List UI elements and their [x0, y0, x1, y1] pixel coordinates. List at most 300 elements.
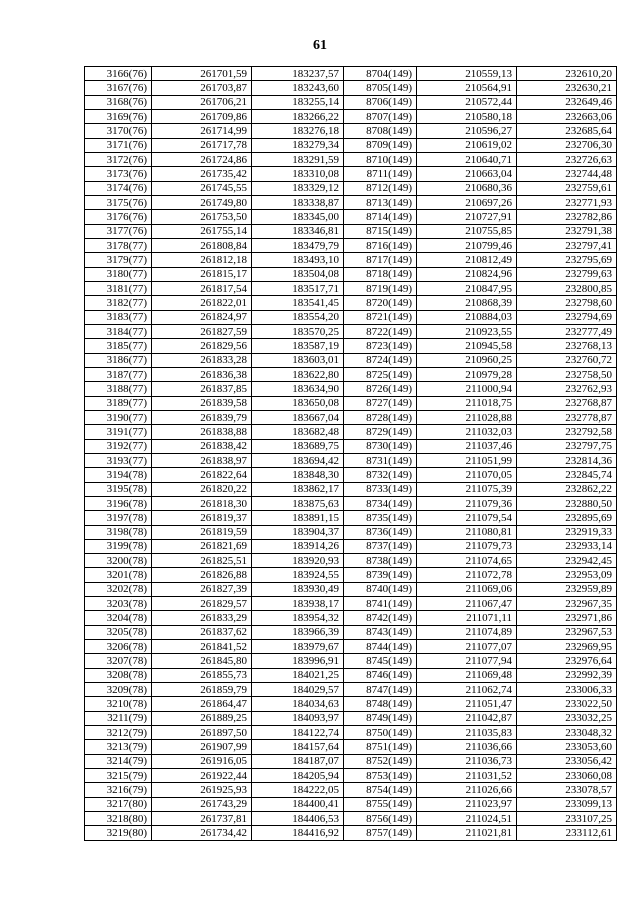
table-cell: 232782,86	[517, 210, 617, 224]
page-number: 61	[313, 38, 327, 53]
table-row	[85, 296, 617, 310]
table-cell: 8729(149)	[344, 425, 417, 439]
table-cell: 211079,36	[417, 496, 517, 510]
table-cell: 232777,49	[517, 324, 617, 338]
table-cell: 261907,99	[152, 740, 252, 754]
table-row	[85, 453, 617, 467]
table-cell: 232933,14	[517, 539, 617, 553]
table-row	[85, 138, 617, 152]
table-cell: 232798,60	[517, 296, 617, 310]
table-cell: 261824,97	[152, 310, 252, 324]
table-cell: 232791,38	[517, 224, 617, 238]
table-cell: 233099,13	[517, 797, 617, 811]
table-row	[85, 124, 617, 138]
table-cell: 8712(149)	[344, 181, 417, 195]
table-cell: 183938,17	[252, 597, 344, 611]
table-cell: 184029,57	[252, 683, 344, 697]
table-cell: 261755,14	[152, 224, 252, 238]
table-cell: 232862,22	[517, 482, 617, 496]
table-row	[85, 324, 617, 338]
table-cell: 8736(149)	[344, 525, 417, 539]
table-cell: 261864,47	[152, 697, 252, 711]
table-cell: 8726(149)	[344, 382, 417, 396]
table-cell: 8740(149)	[344, 582, 417, 596]
table-cell: 211069,06	[417, 582, 517, 596]
table-cell: 3176(76)	[85, 210, 152, 224]
table-cell: 261714,99	[152, 124, 252, 138]
table-row	[85, 582, 617, 596]
table-cell: 211036,66	[417, 740, 517, 754]
table-cell: 3175(76)	[85, 195, 152, 209]
table-cell: 8715(149)	[344, 224, 417, 238]
table-cell: 232630,21	[517, 81, 617, 95]
table-cell: 8743(149)	[344, 625, 417, 639]
table-cell: 183634,90	[252, 382, 344, 396]
table-row	[85, 310, 617, 324]
table-cell: 8747(149)	[344, 683, 417, 697]
table-cell: 232778,87	[517, 410, 617, 424]
table-cell: 3217(80)	[85, 797, 152, 811]
table-cell: 233107,25	[517, 812, 617, 826]
table-cell: 184034,63	[252, 697, 344, 711]
table-cell: 261841,52	[152, 640, 252, 654]
table-cell: 3215(79)	[85, 769, 152, 783]
table-cell: 210923,55	[417, 324, 517, 338]
table-cell: 3216(79)	[85, 783, 152, 797]
table-row	[85, 81, 617, 95]
table-row	[85, 109, 617, 123]
table-cell: 184205,94	[252, 769, 344, 783]
table-cell: 8742(149)	[344, 611, 417, 625]
table-cell: 232797,75	[517, 439, 617, 453]
table-cell: 261833,29	[152, 611, 252, 625]
table-cell: 3168(76)	[85, 95, 152, 109]
table-cell: 211067,47	[417, 597, 517, 611]
table-row	[85, 539, 617, 553]
table-row	[85, 726, 617, 740]
table-cell: 8731(149)	[344, 453, 417, 467]
table-cell: 232649,46	[517, 95, 617, 109]
table-cell: 232814,36	[517, 453, 617, 467]
table-cell: 232760,72	[517, 353, 617, 367]
table-cell: 232685,64	[517, 124, 617, 138]
table-cell: 3181(77)	[85, 281, 152, 295]
table-cell: 261818,30	[152, 496, 252, 510]
table-cell: 261808,84	[152, 238, 252, 252]
table-cell: 8733(149)	[344, 482, 417, 496]
table-cell: 261703,87	[152, 81, 252, 95]
table-row	[85, 482, 617, 496]
coordinates-table-body	[85, 67, 617, 841]
table-cell: 233078,57	[517, 783, 617, 797]
table-cell: 233048,32	[517, 726, 617, 740]
table-cell: 233056,42	[517, 754, 617, 768]
table-cell: 211075,39	[417, 482, 517, 496]
table-cell: 261829,57	[152, 597, 252, 611]
table-cell: 261753,50	[152, 210, 252, 224]
table-row	[85, 95, 617, 109]
table-cell: 210559,13	[417, 67, 517, 81]
table-cell: 232942,45	[517, 554, 617, 568]
table-cell: 232726,63	[517, 152, 617, 166]
table-cell: 232880,50	[517, 496, 617, 510]
table-cell: 3200(78)	[85, 554, 152, 568]
table-cell: 210960,25	[417, 353, 517, 367]
table-cell: 3173(76)	[85, 167, 152, 181]
table-cell: 183587,19	[252, 339, 344, 353]
table-cell: 3190(77)	[85, 410, 152, 424]
table-row	[85, 826, 617, 840]
table-row	[85, 152, 617, 166]
table-cell: 184093,97	[252, 711, 344, 725]
table-cell: 183954,32	[252, 611, 344, 625]
table-cell: 211028,88	[417, 410, 517, 424]
table-cell: 261826,88	[152, 568, 252, 582]
table-cell: 210884,03	[417, 310, 517, 324]
table-cell: 3166(76)	[85, 67, 152, 81]
table-row	[85, 683, 617, 697]
table-cell: 211072,78	[417, 568, 517, 582]
table-row	[85, 525, 617, 539]
table-cell: 211074,89	[417, 625, 517, 639]
table-cell: 8725(149)	[344, 367, 417, 381]
table-cell: 211079,54	[417, 511, 517, 525]
table-cell: 8723(149)	[344, 339, 417, 353]
table-cell: 232762,93	[517, 382, 617, 396]
table-cell: 3211(79)	[85, 711, 152, 725]
table-cell: 211026,66	[417, 783, 517, 797]
table-row	[85, 425, 617, 439]
table-cell: 8713(149)	[344, 195, 417, 209]
table-cell: 3184(77)	[85, 324, 152, 338]
table-cell: 211018,75	[417, 396, 517, 410]
table-cell: 8705(149)	[344, 81, 417, 95]
table-cell: 3209(78)	[85, 683, 152, 697]
table-cell: 210596,27	[417, 124, 517, 138]
table-row	[85, 783, 617, 797]
table-cell: 3185(77)	[85, 339, 152, 353]
table-cell: 211051,99	[417, 453, 517, 467]
table-row	[85, 468, 617, 482]
table-cell: 261845,80	[152, 654, 252, 668]
table-row	[85, 640, 617, 654]
table-cell: 232959,89	[517, 582, 617, 596]
coordinates-table	[84, 66, 617, 841]
table-cell: 8734(149)	[344, 496, 417, 510]
table-cell: 3191(77)	[85, 425, 152, 439]
table-cell: 183920,93	[252, 554, 344, 568]
table-cell: 210640,71	[417, 152, 517, 166]
table-cell: 183517,71	[252, 281, 344, 295]
table-cell: 3194(78)	[85, 468, 152, 482]
table-cell: 3189(77)	[85, 396, 152, 410]
table-cell: 261925,93	[152, 783, 252, 797]
table-cell: 183310,08	[252, 167, 344, 181]
table-row	[85, 812, 617, 826]
table-cell: 183914,26	[252, 539, 344, 553]
table-cell: 211031,52	[417, 769, 517, 783]
table-cell: 210979,28	[417, 367, 517, 381]
table-cell: 8708(149)	[344, 124, 417, 138]
table-cell: 211077,07	[417, 640, 517, 654]
table-cell: 232794,69	[517, 310, 617, 324]
table-cell: 183479,79	[252, 238, 344, 252]
table-cell: 232758,50	[517, 367, 617, 381]
table-row	[85, 769, 617, 783]
table-cell: 261820,22	[152, 482, 252, 496]
table-cell: 211036,73	[417, 754, 517, 768]
table-cell: 261743,29	[152, 797, 252, 811]
table-cell: 183862,17	[252, 482, 344, 496]
table-cell: 184406,53	[252, 812, 344, 826]
table-cell: 183329,12	[252, 181, 344, 195]
table-cell: 210868,39	[417, 296, 517, 310]
table-cell: 210799,46	[417, 238, 517, 252]
table-cell: 3202(78)	[85, 582, 152, 596]
table-row	[85, 253, 617, 267]
table-cell: 183276,18	[252, 124, 344, 138]
table-cell: 183346,81	[252, 224, 344, 238]
table-cell: 210727,91	[417, 210, 517, 224]
table-cell: 8735(149)	[344, 511, 417, 525]
table-cell: 261821,69	[152, 539, 252, 553]
table-cell: 233006,33	[517, 683, 617, 697]
table-row	[85, 396, 617, 410]
table-cell: 211051,47	[417, 697, 517, 711]
table-cell: 3204(78)	[85, 611, 152, 625]
table-row	[85, 754, 617, 768]
table-row	[85, 439, 617, 453]
table-cell: 261827,59	[152, 324, 252, 338]
table-cell: 232800,85	[517, 281, 617, 295]
table-cell: 8741(149)	[344, 597, 417, 611]
table-cell: 8744(149)	[344, 640, 417, 654]
table-cell: 210680,36	[417, 181, 517, 195]
table-cell: 8755(149)	[344, 797, 417, 811]
table-cell: 183504,08	[252, 267, 344, 281]
table-cell: 261833,28	[152, 353, 252, 367]
table-cell: 210847,95	[417, 281, 517, 295]
table-cell: 3193(77)	[85, 453, 152, 467]
table-cell: 3186(77)	[85, 353, 152, 367]
table-cell: 8753(149)	[344, 769, 417, 783]
table-cell: 261819,37	[152, 511, 252, 525]
table-cell: 8749(149)	[344, 711, 417, 725]
table-cell: 261819,59	[152, 525, 252, 539]
table-cell: 261889,25	[152, 711, 252, 725]
table-cell: 3207(78)	[85, 654, 152, 668]
table-cell: 261897,50	[152, 726, 252, 740]
table-cell: 261709,86	[152, 109, 252, 123]
table-cell: 232792,58	[517, 425, 617, 439]
table-cell: 3210(78)	[85, 697, 152, 711]
table-cell: 8728(149)	[344, 410, 417, 424]
table-cell: 232759,61	[517, 181, 617, 195]
table-cell: 261817,54	[152, 281, 252, 295]
table-cell: 261837,62	[152, 625, 252, 639]
table-cell: 184416,92	[252, 826, 344, 840]
table-row	[85, 797, 617, 811]
table-cell: 3180(77)	[85, 267, 152, 281]
table-cell: 261839,79	[152, 410, 252, 424]
table-cell: 211079,73	[417, 539, 517, 553]
table-cell: 8750(149)	[344, 726, 417, 740]
table-cell: 8720(149)	[344, 296, 417, 310]
table-cell: 261838,97	[152, 453, 252, 467]
table-cell: 261859,79	[152, 683, 252, 697]
table-cell: 261827,39	[152, 582, 252, 596]
table-cell: 211032,03	[417, 425, 517, 439]
table-cell: 3169(76)	[85, 109, 152, 123]
table-cell: 183650,08	[252, 396, 344, 410]
table-cell: 183345,00	[252, 210, 344, 224]
table-cell: 3199(78)	[85, 539, 152, 553]
table-cell: 183541,45	[252, 296, 344, 310]
table-cell: 261745,55	[152, 181, 252, 195]
table-cell: 211023,97	[417, 797, 517, 811]
table-cell: 183667,04	[252, 410, 344, 424]
table-cell: 183291,59	[252, 152, 344, 166]
table-row	[85, 210, 617, 224]
table-cell: 233053,60	[517, 740, 617, 754]
table-cell: 3196(78)	[85, 496, 152, 510]
table-row	[85, 224, 617, 238]
table-cell: 261812,18	[152, 253, 252, 267]
table-cell: 232706,30	[517, 138, 617, 152]
table-cell: 8710(149)	[344, 152, 417, 166]
table-cell: 232797,41	[517, 238, 617, 252]
table-cell: 232967,53	[517, 625, 617, 639]
table-cell: 8704(149)	[344, 67, 417, 81]
table-cell: 3182(77)	[85, 296, 152, 310]
table-cell: 183682,48	[252, 425, 344, 439]
table-cell: 8718(149)	[344, 267, 417, 281]
table-row	[85, 654, 617, 668]
table-cell: 183237,57	[252, 67, 344, 81]
table-cell: 211021,81	[417, 826, 517, 840]
table-cell: 232919,33	[517, 525, 617, 539]
table-cell: 183694,42	[252, 453, 344, 467]
table-row	[85, 611, 617, 625]
table-cell: 210824,96	[417, 267, 517, 281]
table-cell: 8738(149)	[344, 554, 417, 568]
table-cell: 232992,39	[517, 668, 617, 682]
table-cell: 8739(149)	[344, 568, 417, 582]
table-row	[85, 496, 617, 510]
table-cell: 233022,50	[517, 697, 617, 711]
table-cell: 232768,13	[517, 339, 617, 353]
table-cell: 211024,51	[417, 812, 517, 826]
table-cell: 232845,74	[517, 468, 617, 482]
table-cell: 3206(78)	[85, 640, 152, 654]
table-cell: 210564,91	[417, 81, 517, 95]
table-cell: 232953,09	[517, 568, 617, 582]
table-cell: 261829,56	[152, 339, 252, 353]
table-cell: 3201(78)	[85, 568, 152, 582]
table-cell: 3170(76)	[85, 124, 152, 138]
table-cell: 8709(149)	[344, 138, 417, 152]
table-cell: 261836,38	[152, 367, 252, 381]
table-cell: 3214(79)	[85, 754, 152, 768]
table-row	[85, 67, 617, 81]
table-cell: 3174(76)	[85, 181, 152, 195]
table-cell: 232771,93	[517, 195, 617, 209]
table-cell: 232976,64	[517, 654, 617, 668]
table-cell: 183979,67	[252, 640, 344, 654]
table-cell: 183493,10	[252, 253, 344, 267]
table-cell: 210812,49	[417, 253, 517, 267]
table-cell: 184157,64	[252, 740, 344, 754]
table-cell: 8746(149)	[344, 668, 417, 682]
table-row	[85, 267, 617, 281]
table-cell: 3183(77)	[85, 310, 152, 324]
table-cell: 211035,83	[417, 726, 517, 740]
table-cell: 183279,34	[252, 138, 344, 152]
table-cell: 261825,51	[152, 554, 252, 568]
table-cell: 8707(149)	[344, 109, 417, 123]
table-cell: 184400,41	[252, 797, 344, 811]
table-cell: 184187,07	[252, 754, 344, 768]
table-cell: 8748(149)	[344, 697, 417, 711]
table-cell: 8722(149)	[344, 324, 417, 338]
table-cell: 3197(78)	[85, 511, 152, 525]
table-cell: 211080,81	[417, 525, 517, 539]
table-cell: 210572,44	[417, 95, 517, 109]
table-cell: 183904,37	[252, 525, 344, 539]
table-cell: 183338,87	[252, 195, 344, 209]
table-cell: 183255,14	[252, 95, 344, 109]
table-cell: 183924,55	[252, 568, 344, 582]
table-cell: 261735,42	[152, 167, 252, 181]
table-cell: 3212(79)	[85, 726, 152, 740]
table-cell: 233060,08	[517, 769, 617, 783]
table-cell: 211069,48	[417, 668, 517, 682]
table-cell: 3213(79)	[85, 740, 152, 754]
table-cell: 8727(149)	[344, 396, 417, 410]
table-cell: 232610,20	[517, 67, 617, 81]
table-cell: 8721(149)	[344, 310, 417, 324]
table-row	[85, 167, 617, 181]
table-cell: 210619,02	[417, 138, 517, 152]
table-cell: 211042,87	[417, 711, 517, 725]
table-cell: 211062,74	[417, 683, 517, 697]
table-cell: 211074,65	[417, 554, 517, 568]
table-cell: 3192(77)	[85, 439, 152, 453]
table-row	[85, 281, 617, 295]
table-cell: 8730(149)	[344, 439, 417, 453]
table-cell: 3203(78)	[85, 597, 152, 611]
table-cell: 183266,22	[252, 109, 344, 123]
table-cell: 183996,91	[252, 654, 344, 668]
table-cell: 233112,61	[517, 826, 617, 840]
table-cell: 8732(149)	[344, 468, 417, 482]
table-cell: 8756(149)	[344, 812, 417, 826]
table-cell: 184222,05	[252, 783, 344, 797]
table-cell: 232969,95	[517, 640, 617, 654]
table-cell: 183848,30	[252, 468, 344, 482]
table-cell: 8754(149)	[344, 783, 417, 797]
table-cell: 261737,81	[152, 812, 252, 826]
table-cell: 232971,86	[517, 611, 617, 625]
table-cell: 261822,64	[152, 468, 252, 482]
table-cell: 183622,80	[252, 367, 344, 381]
table-cell: 8757(149)	[344, 826, 417, 840]
table-cell: 210663,04	[417, 167, 517, 181]
table-cell: 183689,75	[252, 439, 344, 453]
table-cell: 211071,11	[417, 611, 517, 625]
table-cell: 183554,20	[252, 310, 344, 324]
table-cell: 8716(149)	[344, 238, 417, 252]
